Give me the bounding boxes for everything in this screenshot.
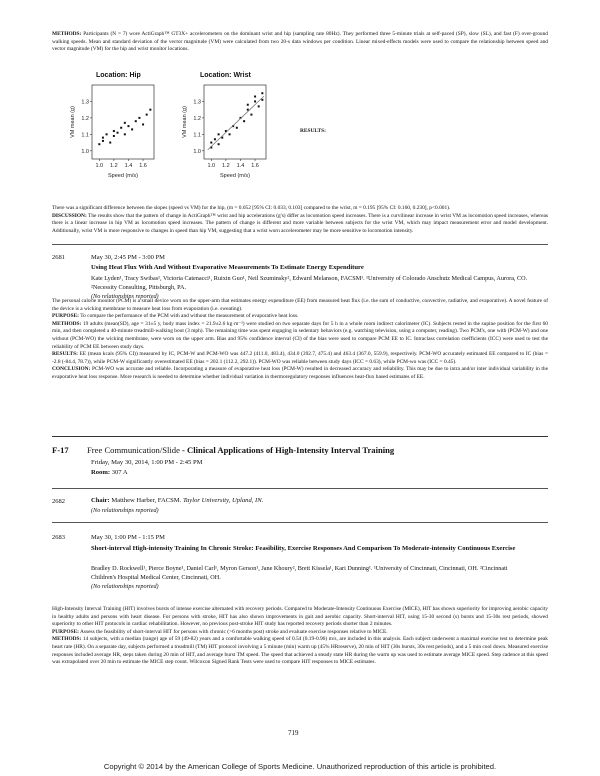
hip-plot-title: Location: Hip (96, 72, 141, 79)
data-point (102, 140, 104, 142)
divider-1 (52, 244, 548, 245)
data-point (149, 109, 151, 111)
data-point (135, 120, 137, 122)
chair-name: Matthew Harber, FACSM. (111, 497, 182, 504)
methods-label: METHODS: (52, 636, 82, 643)
methods (52, 321, 548, 351)
disclosure: (No relationships reported) (91, 583, 159, 590)
methods (52, 636, 548, 666)
wrist-plot-title: Location: Wrist (200, 72, 251, 79)
data-point (127, 125, 129, 127)
plot-frame (92, 85, 154, 159)
data-point (124, 133, 126, 135)
x-axis-label: Speed (m/s) (220, 173, 250, 179)
x-tick-label: 1.2 (110, 163, 118, 169)
authors-text: Bradley D. Rockwell¹, Pierce Boyne¹, Daniel Carl¹, Myron Gerson¹, Jane Khoury², Brett Kissela¹, Kari Dunning¹. ¹University of Cincinnati, Cincinnati, OH. ²Cincinnati Children's Hospital Medical Center, Cincinnati, OH. (91, 565, 508, 581)
intro: High-Intensity Interval Training (HIT) involves bursts of intense exercise alternated with recovery periods. Compared to Moderate-Intensity Continuous Exercise (MICE), HIT has shown superiority for improving aerobic capacity in healthy adults and persons with heart disease. For persons with stroke, HIT has also shown improvements in gait and aerobic capacity. Short-interval HIT, using 15-30 second (s) bursts and 15-30s rest periods, showed superiority to other HIT protocols in cardiac rehabilitation. However, no previous post-stroke HIT study has reported recovery periods shorter than 2 minutes. (52, 606, 548, 628)
abstract3-body (52, 606, 548, 667)
chair-label: Chair: (91, 497, 110, 504)
methods-text: 19 adults (mean(SD), age = 31±5 y, body mass index = 21.9±2.6 kg·m⁻²) were studied on two separate days for 5 h in a whole room indirect calorimeter (IC). Subjects rested in the supine position for the first 60 min, and then completed a 40-minute treadmill-walking bout (3 mph). The remaining time was spent engaging in sedentary behaviors (e.g. watching television, using a computer, reading). Two PCM's, one with (PCM-W) and one without (PCM-WO) the wicking membrane, were worn on the upper arm. Bias and 95% confidence interval (CI) of the bias were used to compare PCM EE to IC. Intraclass correlation coefficients (ICC) were used to test the reliability of PCM EE between study days. (52, 320, 548, 350)
data-point (124, 122, 126, 124)
disclosure: (No relationships reported) (91, 293, 159, 300)
data-point (250, 114, 252, 116)
abstract-title: Using Heat Flux With And Without Evaporative Measurements To Estimate Energy Expenditure (91, 264, 364, 271)
session-type: Free Communication/Slide (87, 445, 180, 455)
data-point (254, 96, 256, 98)
data-point (210, 142, 212, 144)
y-axis-label: VM mean (g) (182, 106, 188, 138)
data-point (117, 132, 119, 134)
abstract3-authors (91, 564, 531, 591)
x-tick-label: 1.4 (236, 163, 245, 169)
results (52, 351, 548, 366)
divider-2 (52, 436, 548, 437)
discussion-text: The results show that the pattern of change in ActiGraph™ wrist and hip accelerations (g's) differ as locomotion speed increases. There is a curvilinear increase in wrist VM as locomotion speed increases, whereas there is a linear increase in hip VM as locomotion speed increases. The pattern of change is different and more variable between subjects for the wrist VM, which may impact measurement error and model development. Additionally, wrist VM is more responsive to changes in speed than hip VM, suggesting that a wrist worn accelerometer may be more sensitive to locomotion intensity. (52, 212, 548, 234)
abstract-authors (91, 274, 531, 301)
y-tick-label: 1.0 (193, 148, 201, 155)
abstract1-methods (52, 31, 548, 54)
divider-4 (52, 522, 548, 523)
y-axis-label: VM mean (g) (70, 106, 76, 138)
abstract1-discussion (52, 213, 548, 236)
data-point (261, 92, 263, 94)
chair-affil: Taylor University, Upland, IN. (182, 497, 264, 504)
abstract-number: 2681 (52, 254, 65, 261)
data-point (142, 123, 144, 125)
data-point (214, 138, 216, 140)
abstract2-body (52, 298, 548, 382)
session-header (52, 445, 552, 455)
session-title: - Clinical Applications of High-Intensity Interval Training (182, 445, 395, 455)
purpose-text: Assess the feasibility of short-interval HIT for persons with chronic (>6 months post) stroke and evaluate exercise responses relative to MICE. (80, 628, 388, 635)
y-tick-label: 1.3 (193, 99, 201, 106)
discussion-label: DISCUSSION: (52, 212, 87, 219)
authors-text: Kate Lyden¹, Tracy Swibas¹, Victoria Catenacci¹, Ruixin Guo¹, Neil Szuminsky², Edward Melanson, FACSM¹. ¹University of Colorado Anschutz Medical Campus, Aurora, CO. ²Necessity Consulting, Pittsburgh, PA. (91, 275, 528, 291)
y-tick-label: 1.2 (193, 115, 201, 122)
x-tick-label: 1.2 (222, 163, 230, 169)
hip-plot (56, 81, 176, 199)
abstract1-after-fig: There was a significant difference between the slopes (speed vs VM) for the hip, (m = 0.052 [95% CI: 0.033, 0.103] compared to the wrist, m = 0.195 [95% CI: 0.160, 0.230], p<0.001). (52, 205, 451, 211)
abstract3-number: 2683 (52, 534, 65, 541)
session-date: Friday, May 30, 2014, 1:00 PM - 2:45 PM (91, 459, 203, 466)
data-point (138, 117, 140, 119)
data-point (106, 133, 108, 135)
conclusion-label: CONCLUSION: (52, 366, 91, 373)
plot-frame (204, 85, 266, 159)
trend-line (208, 96, 264, 150)
results-label: RESULTS: (52, 351, 78, 358)
data-point (247, 104, 249, 106)
y-tick-label: 1.2 (81, 115, 89, 122)
data-point (243, 120, 245, 122)
methods-text: Participants (N = 7) wore ActiGraph™ GT3X+ accelerometers on the dominant wrist and hip (sampling rate 80Hz). They performed three 5-minute trials at self-paced (SP), slow (SL), and fast (F) over-ground walking speeds. Mean and standard deviation of the vector magnitude (VM) were calculated from two 20-s data windows per condition. Linear mixed-effects models were used to compare the relationship between speed and vector magnitude (VM) for the hip and wrist monitor locations. (52, 31, 548, 53)
data-point (113, 135, 115, 137)
x-tick-label: 1.6 (139, 163, 147, 169)
results-text: EE (mean kcals (95% CI)) measured by IC, PCM-W and PCM-WO was 447.2 (411.0, 483.4), 434.0 (392.7, 475.4) and 463.4 (367.0, 559.9), respectively. PCM-WO accurately estimated EE compared to IC (bias = -2.8 (-84.4, 78.7)), while PCM-W significantly overestimated EE (bias = 202.1 (112.2, 292.1)). PCM-WO was reliable between study days (ICC = 0.63), while PCM-wo was (ICC = 0.45). (52, 351, 548, 365)
chair-number: 2682 (52, 498, 65, 505)
divider-3 (52, 488, 548, 489)
x-tick-label: 1.4 (124, 163, 133, 169)
session-code: F-17 (52, 445, 69, 455)
data-point (109, 142, 111, 144)
y-tick-label: 1.1 (81, 132, 89, 139)
purpose (52, 313, 548, 321)
y-tick-label: 1.0 (81, 148, 89, 155)
purpose-label: PURPOSE: (52, 628, 79, 635)
conclusion (52, 366, 548, 381)
methods-text: 14 subjects, with a median (range) age of 59 (49-82) years and a comfortable walking speed of 0.54 (0.19-0.96) m/s, are included in this analysis. Each subject underwent a maximal exercise test to determine peak heart rate (HR). On a separate day, subjects performed a treadmill (TM) HIT protocol involving a 5 minute (min) warm up (45% HRreserve), 20 min of HIT (30s bursts, 30s rest periods), and a 5 min cool down. Measured exercise responses included average HR, steps taken during 20 min of HIT, and average burst TM speed. The speed that achieved a steady state HR during the warm up was used to estimate average MICE speed. Step cadence at this speed was extrapolated over 20 min to estimate the MICE step count. Wilcoxon Signed Rank Tests were used to compare HIT responses to MICE estimates. (52, 636, 548, 666)
methods-label: METHODS: (52, 31, 82, 37)
x-tick-label: 1.6 (251, 163, 259, 169)
room-label: Room: (91, 469, 111, 476)
abstract3-time: May 30, 1:00 PM - 1:15 PM (91, 534, 165, 541)
data-point (98, 143, 100, 145)
x-tick-label: 1.0 (95, 163, 104, 169)
y-tick-label: 1.3 (81, 99, 89, 106)
results-label: RESULTS: (300, 128, 326, 134)
data-point (218, 143, 220, 145)
conclusion-text: PCM-WO was accurate and reliable. Incorporating a measure of evaporative heat loss (PCM-W) resulted in decreased accuracy and reliability. This may be due to intra and/or inter individual variability in the evaporative heat loss response. More research is needed to determine whether individual variation in thermoregulatory responses influences heat-flux based estimates of EE. (52, 366, 548, 380)
copyright-footer: Copyright © 2014 by the American College of Sports Medicine. Unauthorized reproduction of this article is prohibited. (103, 762, 497, 771)
data-point (102, 137, 104, 139)
wrist-plot (168, 81, 288, 199)
data-point (218, 133, 220, 135)
data-point (146, 114, 148, 116)
page-number: 719 (288, 729, 299, 737)
data-point (120, 127, 122, 129)
chair-line (91, 497, 263, 504)
data-point (236, 127, 238, 129)
data-point (229, 133, 231, 135)
purpose-label: PURPOSE: (52, 313, 79, 320)
session-room (91, 469, 128, 476)
data-point (131, 128, 133, 130)
methods-label: METHODS: (52, 320, 82, 327)
purpose-text: To compare the performance of the PCM with and without the measurement of evaporative heat loss. (80, 313, 299, 320)
data-point (113, 130, 115, 132)
y-tick-label: 1.1 (193, 132, 201, 139)
x-axis-label: Speed (m/s) (108, 173, 138, 179)
data-point (254, 100, 256, 102)
x-tick-label: 1.0 (207, 163, 216, 169)
intro: The personal calorie monitor (PCM) is a small device worn on the upper-arm that estimates energy expenditure (EE) from measured heat flux (i.e. the sum of conductive, convective, radiative, and evaporative). A novel feature of the device is a wicking membrane to measure heat loss from evaporation (i.e. sweating). (52, 298, 548, 312)
abstract3-title: Short-interval High-intensity Training In Chronic Stroke: Feasibility, Exercise Responses And Comparison To Moderate-intensity Continuous Exercise (91, 545, 516, 552)
data-point (258, 105, 260, 107)
abstract-time: May 30, 2:45 PM - 3:00 PM (91, 254, 165, 261)
chair-disclosure: (No relationships reported) (91, 507, 159, 514)
data-point (261, 99, 263, 101)
room-value: 307 A (111, 469, 128, 476)
